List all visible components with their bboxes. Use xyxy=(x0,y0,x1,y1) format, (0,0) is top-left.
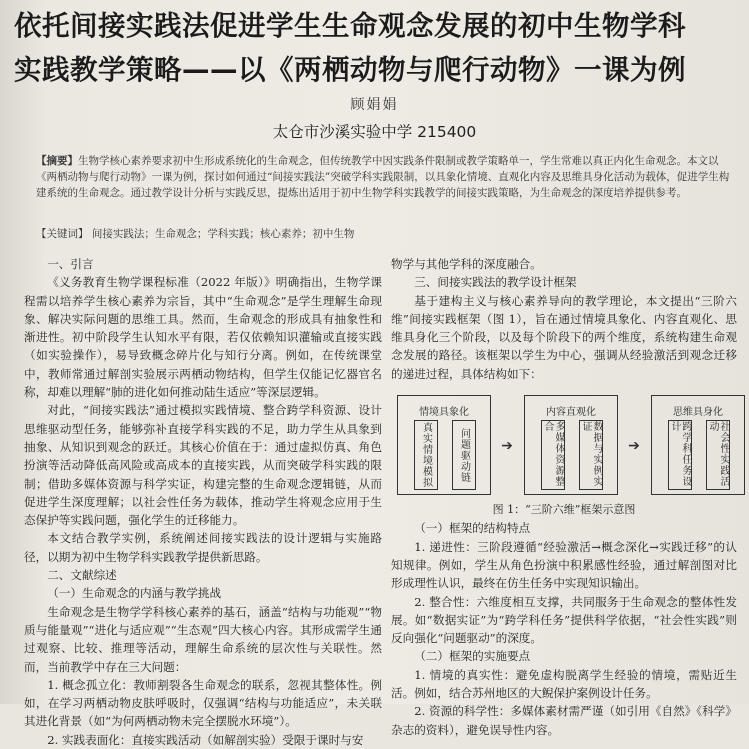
figure-dimension-box: 多媒体资源整合 xyxy=(541,420,565,490)
figure-dimension-box: 社会性实践活动 xyxy=(706,420,730,490)
right-column-top xyxy=(391,255,737,383)
right_col_bottom-paragraph: 1. 情境的真实性：避免虚构脱离学生经验的情境，需贴近生活。例如，结合苏州地区的大鲵保护案例设计任务。 xyxy=(391,667,737,701)
figure-stage-label: 情境具象化 xyxy=(419,407,469,419)
framework-figure xyxy=(391,391,737,501)
author-name: 顾娟娟 xyxy=(350,97,399,113)
figure-stage-label: 思维具身化 xyxy=(673,407,723,419)
left_col-heading: 二、文献综述 xyxy=(47,568,117,583)
title-line-2: 实践教学策略——以《两栖动物与爬行动物》一课为例 xyxy=(14,54,686,86)
abstract-label: 【摘要】 xyxy=(36,155,78,167)
abstract-text: 生物学核心素养要求初中生形成系统化的生命观念，但传统教学中因实践条件限制或教学策略单一，学生常难以真正内化生命观念。本文以《两栖动物与爬行动物》一课为例，探讨如何通过“间接实践法”突破学科实践限制，以具象化情境、直观化内容及思维具身化活动为载体，促进学生构建系统的生命观念。通过教学设计分析与实践反思，提炼出适用于初中生物学科实践教学的间接实践策略，为生命观念的深度培养提供参考。 xyxy=(36,155,730,199)
right-column xyxy=(391,255,737,739)
right_col_top-paragraph: 基于建构主义与核心素养导向的教学理论，本文提出“三阶六维”间接实践框架（图 1），旨在通过情境具象化、内容直观化、思维具身化三个阶段，以及每个阶段下的两个维度，系统构建生命观念发展的路径。该框架以学生为中心，强调从经验激活到观念迁移的递进过程，具体结构如下： xyxy=(391,293,737,381)
right_col_top-paragraph: 物学与其他学科的深度融合。 xyxy=(391,257,542,271)
figure-arrow-icon: ➔ xyxy=(628,438,640,455)
right-column-bottom xyxy=(391,519,737,739)
figure-dimension-box: 数据与实例实证 xyxy=(579,420,603,490)
article-title xyxy=(14,4,744,92)
figure-stage-label: 内容直观化 xyxy=(546,407,596,419)
abstract xyxy=(36,153,730,201)
left_col-paragraph: 本文结合教学实例，系统阐述间接实践法的设计逻辑与实施路径，以期为初中生物学科实践教学提供新思路。 xyxy=(24,531,382,564)
left_col-paragraph: 1. 概念孤立化：教师割裂各生命观念的联系，忽视其整体性。例如，在学习两栖动物皮肤呼吸时，仅强调“结构与功能适应”，未关联其进化背景（如“为何两栖动物未完全摆脱水环境”）。 xyxy=(24,677,382,729)
left_col-heading: 一、引言 xyxy=(47,257,94,271)
affiliation: 太仓市沙溪实验中学 215400 xyxy=(272,123,477,141)
keywords-text: 间接实践法；生命观念；学科实践；核心素养；初中生物 xyxy=(91,228,355,240)
right_col_top-heading: 三、间接实践法的教学设计框架 xyxy=(414,275,577,290)
right_col_bottom-paragraph: 2. 资源的科学性：多媒体素材需严谨（如引用《自然》《科学》杂志的资料），避免误导性内容。 xyxy=(391,704,737,737)
figure-stage-box xyxy=(524,395,618,495)
left-column xyxy=(24,255,382,749)
left_col-paragraph: 2. 实践表面化：直接实践活动（如解剖实验）受限于课时与安 xyxy=(47,732,364,747)
left_col-paragraph: 对此，“间接实践法”通过模拟实践情境、整合跨学科资源、设计思维驱动型任务，能够弥补直接学科实践的不足，助力学生从具象到抽象、从知识到观念的跃迁。其核心价值在于：通过虚拟仿真、角色扮演等活动降低高风险或高成本的直接实践，从而突破学科实践的限制；借助多媒体资源与科学实证，构建完整的生命观念逻辑链，从而促进学生深度理解；以社会性任务为载体，推动学生将观念应用于生态保护等实践问题，强化学生的迁移能力。 xyxy=(24,403,382,528)
figure-dimension-box: 问题驱动链 xyxy=(452,420,476,490)
figure-dimension-box: 跨学科任务设计 xyxy=(668,420,692,490)
figure-dimension-box: 真实情境模拟 xyxy=(414,420,438,490)
keywords-label: 【关键词】 xyxy=(36,228,89,240)
keywords xyxy=(36,226,730,241)
left_col-heading: （一）生命观念的内涵与教学挑战 xyxy=(47,586,222,601)
left_col-paragraph: 生命观念是生物学学科核心素养的基石，涵盖“结构与功能观”“物质与能量观”“进化与适应观”“生态观”四大核心内容。其形成需学生通过观察、比较、推理等活动，理解生命系统的层次性与关联性。然而，当前教学中存在三大问题： xyxy=(24,604,382,674)
title-line-1: 依托间接实践法促进学生生命观念发展的初中生物学科 xyxy=(14,10,686,42)
right_col_bottom-paragraph: 1. 递进性：三阶段遵循“经验激活→概念深化→实践迁移”的认知规律。例如，学生从角色扮演中积累感性经验，通过解剖图对比形成理性认识，最终在仿生任务中实现知识输出。 xyxy=(391,539,737,591)
right_col_bottom-heading: （一）框架的结构特点 xyxy=(414,521,531,536)
right_col_bottom-paragraph: 2. 整合性：六维度相互支撑，共同服务于生命观念的整体性发展。如“数据实证”为“跨学科任务”提供科学依据，“社会性实践”则反向强化“问题驱动”的深度。 xyxy=(391,594,737,646)
figure-caption: 图 1：“三阶六维”框架示意图 xyxy=(492,503,636,517)
figure-arrow-icon: ➔ xyxy=(501,438,513,455)
left_col-paragraph: 《义务教育生物学课程标准（2022 年版）》明确指出，生物学课程需以培养学生核心素养为宗旨，其中“生命观念”是学生理解生命现象、解决实际问题的思维工具。然而，生命观念的形成具有抽象性和渐进性。初中阶段学生认知水平有限，若仅依赖知识灌输或直接实践（如实验操作），易导致概念碎片化与知行分离。例如，在传统课堂中，教师常通过解剖实验展示两栖动物结构，但学生仅能记忆器官名称，却难以理解“肺的进化如何推动陆生适应”等深层逻辑。 xyxy=(24,275,382,400)
right_col_bottom-heading: （二）框架的实施要点 xyxy=(414,649,531,664)
figure-stage-box xyxy=(397,395,491,495)
figure-stage-box xyxy=(651,395,745,495)
